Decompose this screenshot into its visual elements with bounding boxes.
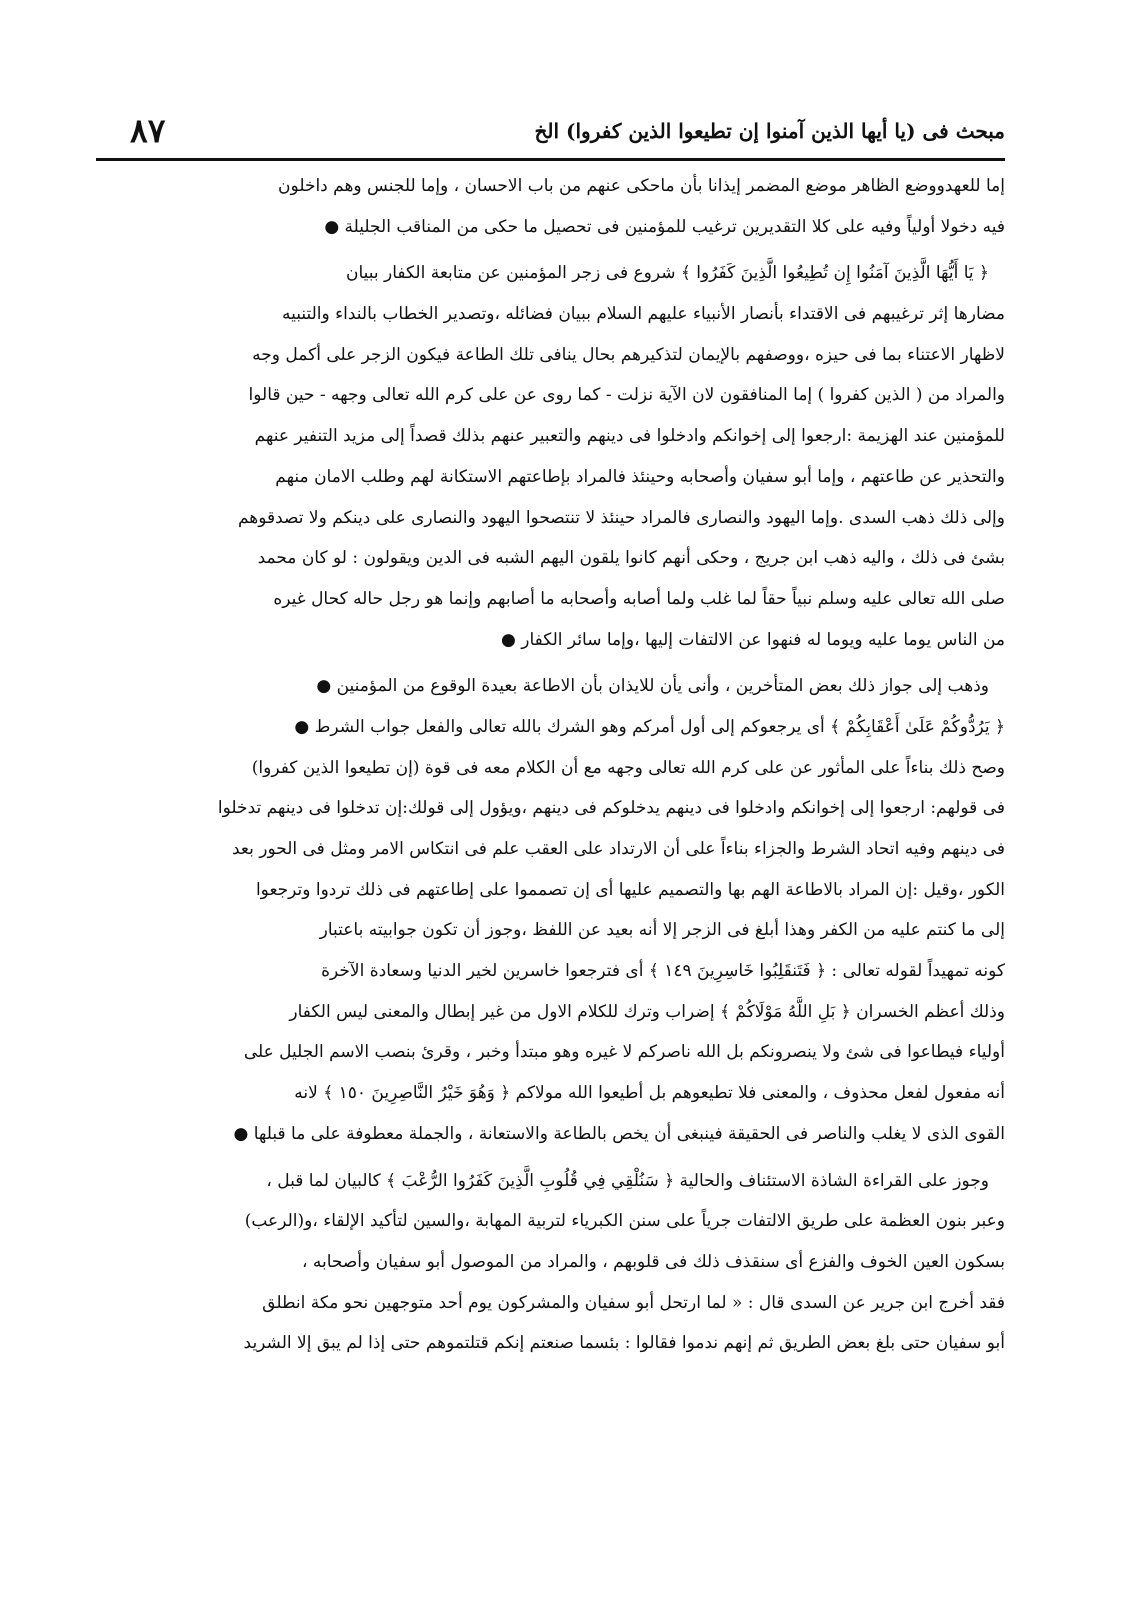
text-line: وإلى ذلك ذهب السدى .وإما اليهود والنصارى فالمراد حينئذ لا تنتصحوا اليهود والنصارى على دينكم ولا تصدقوهم: [237, 507, 1005, 528]
text-line: ﴿ يَرُدُّوكُمْ عَلَىٰ أَعْقَابِكُمْ ﴾ أى يرجعوكم إلى أول أمركم وهو الشرك بالله تعالى والفعل جواب الشرط ●: [294, 716, 1005, 737]
text-line: كونه تمهيداً لقوله تعالى : ﴿ فَتَنقَلِبُوا خَاسِرِينَ ١٤٩ ﴾ أى فترجعوا خاسرين لخير الدنيا وسعادة الآخرة: [321, 961, 1005, 982]
page-header: [100, 110, 1005, 152]
running-title: مبحث فى (يا أيها الذين آمنوا إن تطيعوا الذين كفروا) الخ: [534, 119, 1005, 143]
text-line: إما للعهدووضع الظاهر موضع المضمر إيذانا بأن ماحكى عنهم من باب الاحسان ، وإما للجنس وهم داخلون: [278, 176, 1005, 196]
text-line: وعبر بنون العظمة على طريق الالتفات جرياً على سنن الكبرياء لتربية المهابة ،والسين لتأكيد الإلقاء ،و(الرعب): [244, 1211, 1005, 1232]
text-line: إلى ما كنتم عليه من الكفر وهذا أبلغ فى الزجر إلا أنه بعيد عن اللفظ ،وجوز أن تكون جوابيته باعتبار: [319, 920, 1005, 941]
text-line: أبو سفيان حتى بلغ بعض الطريق ثم إنهم ندموا فقالوا : بئسما صنعتم إنكم قتلتموهم حتى إذا لم يبق إلا الشريد: [243, 1333, 1005, 1354]
text-line: ﴿ يَا أَيُّهَا الَّذِينَ آمَنُوا إِن تُطِيعُوا الَّذِينَ كَفَرُوا ﴾ شروع فى زجر المؤمنين عن متابعة الكفار ببيان: [345, 263, 989, 284]
text-line: فى قولهم: ارجعوا إلى إخوانكم وادخلوا فى دينهم يدخلوكم فى دينهم ،ويؤول إلى قولك:إن تدخلوا فى دينهم تدخلوا: [217, 798, 1005, 819]
text-line: بسكون العين الخوف والفزع أى سنقذف ذلك فى قلوبهم ، والمراد من الموصول أبو سفيان وأصحابه ،: [301, 1251, 1005, 1272]
text-line: صلى الله تعالى عليه وسلم نبياً حقاً لما غلب ولما أصابه وأصحابه ما أصابهم وإنما هو رجل حاله كحال غيره: [273, 588, 1005, 609]
text-line: والمراد من ( الذين كفروا ) إما المنافقون لان الآية نزلت - كما روى عن على كرم الله تعالى وجهه - حين قالوا: [248, 385, 1005, 406]
text-line: وصح ذلك بناءاً على المأثور عن على كرم الله تعالى وجهه مع أن الكلام معه فى قوة (إن تطيعوا الذين كفروا): [251, 757, 1005, 778]
text-line: بشئ فى ذلك ، واليه ذهب ابن جريج ، وحكى أنهم كانوا يلقون اليهم الشبه فى الدين ويقولون : لو كان محمد: [257, 548, 1005, 569]
body-text: [100, 166, 1005, 1364]
page-number: ٨٧: [130, 111, 166, 150]
text-line: أولياء فيطاعوا فى شئ ولا ينصرونكم بل الله ناصركم لا غيره وهو مبتدأ وخبر ، وقرئ بنصب الاسم الجليل على: [243, 1042, 1005, 1063]
text-line: للمؤمنين عند الهزيمة :ارجعوا إلى إخوانكم وادخلوا فى دينهم والتعبير عنهم بذلك قصداً إلى مزيد التنفير عنهم: [254, 426, 1005, 447]
text-line: من الناس يوما عليه ويوما له فنهوا عن الالتفات إليها ،وإما سائر الكفار ●: [501, 629, 1005, 650]
text-line: والتحذير عن طاعتهم ، وإما أبو سفيان وأصحابه وحينئذ فالمراد بإطاعتهم الاستكانة لهم وطلب الامان منهم: [275, 466, 1005, 487]
text-line: وجوز على القراءة الشاذة الاستئناف والحالية ﴿ سَنُلْقِي فِي قُلُوبِ الَّذِينَ كَفَرُوا الرُّعْبَ ﴾ كالبيان لما قبل ،: [266, 1170, 989, 1191]
text-line: فيه دخولا أولياً وفيه على كلا التقديرين ترغيب للمؤمنين فى تحصيل ما حكى من المناقب الجليلة ●: [324, 216, 1005, 237]
text-line: الكور ،وقيل :إن المراد بالاطاعة الهم بها والتصميم عليها أى إن تصمموا على إطاعتهم فى ذلك تردوا وترجعوا: [255, 879, 1005, 900]
text-line: أنه مفعول لفعل محذوف ، والمعنى فلا تطيعوهم بل أطيعوا الله مولاكم ﴿ وَهُوَ خَيْرُ النَّاصِرِينَ ١٥٠ ﴾ لانه: [294, 1083, 1005, 1104]
text-line: فقد أخرج ابن جرير عن السدى قال : « لما ارتحل أبو سفيان والمشركون يوم أحد متوجهين نحو مكة انطلق: [262, 1292, 1005, 1313]
text-line: القوى الذى لا يغلب والناصر فى الحقيقة فينبغى أن يخص بالطاعة والاستعانة ، والجملة معطوفة على ما قبلها ●: [233, 1123, 1005, 1144]
header-rule: [96, 158, 1005, 161]
text-line: لاظهار الاعتناء بما فى حيزه ،ووصفهم بالإيمان لتذكيرهم بحال ينافى تلك الطاعة فيكون الزجر على أكمل وجه: [252, 344, 1005, 365]
text-line: مضارها إثر ترغيبهم فى الاقتداء بأنصار الأنبياء عليهم السلام ببيان فضائله ،وتصدير الخطاب بالنداء والتنبيه: [281, 304, 1005, 325]
text-line: فى دينهم وفيه اتحاد الشرط والجزاء بناءاً على أن الارتداد على العقب علم فى انتكاس الامر ومثل فى الحور بعد: [231, 839, 1005, 859]
text-line: وذلك أعظم الخسران ﴿ بَلِ اللَّهُ مَوْلَاكُمْ ﴾ إضراب وترك للكلام الاول من غير إبطال والمعنى ليس الكفار: [289, 1001, 1005, 1022]
text-line: وذهب إلى جواز ذلك بعض المتأخرين ، وأنى يأن للايذان بأن الاطاعة بعيدة الوقوع من المؤمنين ●: [316, 676, 989, 697]
